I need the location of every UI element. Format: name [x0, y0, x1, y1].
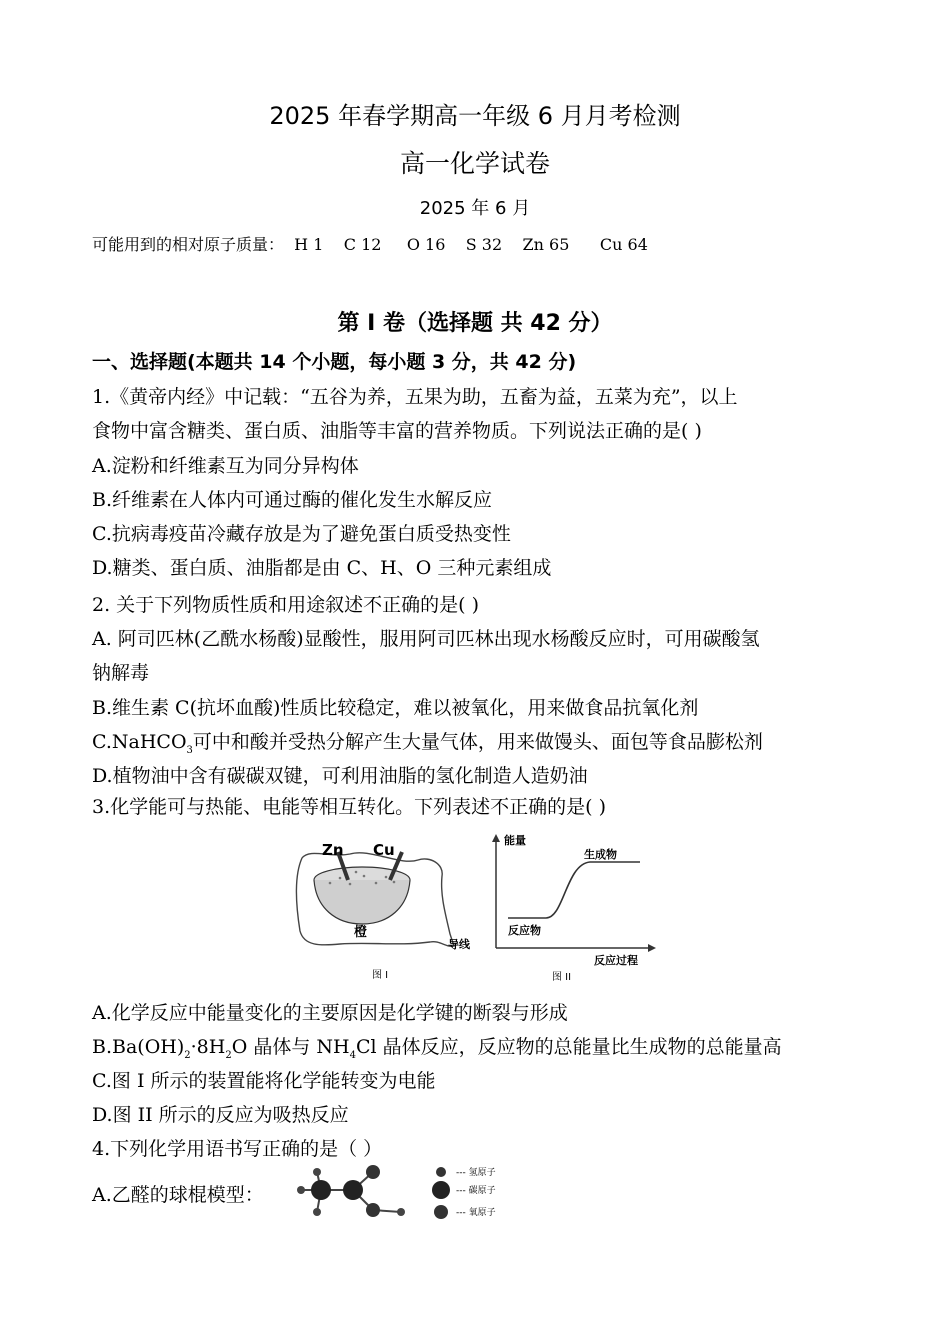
figure-2-caption: 图 II — [552, 972, 572, 983]
q3-option-d: D.图 II 所示的反应为吸热反应 — [92, 1104, 349, 1126]
legend-oxygen: 氧原子 — [468, 1208, 496, 1218]
atom-legend — [428, 1160, 538, 1222]
q1-option-b: B.纤维素在人体内可通过酶的催化发生水解反应 — [92, 489, 493, 511]
q1-stem-line1: 1.《黄帝内经》中记载：“五谷为养，五果为助，五畜为益，五菜为充”，以上 — [92, 386, 738, 408]
exam-title: 2025 年春学期高一年级 6 月月考检测 — [269, 102, 681, 130]
svg-text:--- 碳原子: --- 碳原子 — [456, 1186, 496, 1196]
hydrogen-atom — [397, 1208, 405, 1216]
hydrogen-atom — [313, 1208, 321, 1216]
q2-option-b: B.维生素 C(抗坏血酸)性质比较稳定，难以被氧化，用来做食品抗氧化剂 — [92, 697, 699, 719]
q1-stem-line2: 食物中富含糖类、蛋白质、油脂等丰富的营养物质。下列说法正确的是( ) — [92, 420, 702, 442]
acetaldehyde-ball-stick-model — [285, 1160, 415, 1220]
q2-option-a-line2: 钠解毒 — [92, 662, 150, 684]
legend-carbon: 碳原子 — [468, 1186, 496, 1196]
hydrogen-legend-icon — [436, 1167, 446, 1177]
q2-option-d: D.植物油中含有碳碳双键，可利用油脂的氢化制造人造奶油 — [92, 765, 588, 787]
q3-stem: 3.化学能可与热能、电能等相互转化。下列表述不正确的是( ) — [92, 796, 606, 818]
reactant-label: 反应物 — [508, 924, 541, 937]
q4-stem: 4.下列化学用语书写正确的是（ ） — [92, 1138, 383, 1160]
part-title: 一、选择题(本题共 14 个小题，每小题 3 分，共 42 分) — [92, 351, 577, 373]
carbon-atom-1 — [311, 1180, 331, 1200]
hydrogen-atom — [313, 1168, 321, 1176]
oxygen-atom-2 — [366, 1203, 380, 1217]
x-axis-arrow — [648, 944, 656, 952]
wire-label: 导线 — [448, 938, 470, 951]
legend-hydrogen: 氢原子 — [468, 1168, 496, 1178]
zn-label: Zn — [322, 841, 344, 859]
cu-label: Cu — [373, 841, 395, 859]
q3-option-a: A.化学反应中能量变化的主要原因是化学键的断裂与形成 — [92, 1002, 568, 1024]
oxygen-atom — [366, 1165, 380, 1179]
y-axis-label: 能量 — [504, 834, 526, 847]
svg-text:--- 氧原子: --- 氧原子 — [456, 1208, 496, 1218]
oxygen-legend-icon — [434, 1205, 448, 1219]
svg-text:--- 氢原子: --- 氢原子 — [456, 1168, 496, 1178]
q3-option-b: $B.Ba(OH)_2\cdot 8H_2O$ 晶体与 $NH_4Cl$ 晶体反应，反应物的总能量比生成物的总能量高 — [92, 1036, 782, 1061]
carbon-atom-2 — [343, 1180, 363, 1200]
q2-option-c: C.NaHCO$_3$可中和酸并受热分解产生大量气体，用来做馒头、面包等食品膨松剂 — [92, 731, 763, 756]
exam-subtitle: 高一化学试卷 — [399, 149, 550, 178]
q1-option-c: C.抗病毒疫苗冷藏存放是为了避免蛋白质受热变性 — [92, 523, 511, 545]
energy-curve — [508, 862, 640, 918]
q1-option-d: D.糖类、蛋白质、油脂都是由 C、H、O 三种元素组成 — [92, 557, 552, 579]
orange-body — [314, 880, 410, 924]
figure-1-orange-battery — [290, 836, 480, 986]
figure-1-caption: 图 I — [372, 970, 389, 981]
carbon-legend-icon — [432, 1181, 450, 1199]
exam-date: 2025 年 6 月 — [419, 198, 531, 219]
figure-2-energy-profile — [490, 830, 660, 986]
q4-option-a: A.乙醛的球棍模型： — [92, 1184, 264, 1206]
q3-option-c: C.图 I 所示的装置能将化学能转变为电能 — [92, 1070, 436, 1092]
y-axis-arrow — [492, 834, 500, 842]
q2-stem: 2. 关于下列物质性质和用途叙述不正确的是( ) — [92, 594, 480, 616]
q1-option-a: A.淀粉和纤维素互为同分异构体 — [92, 455, 359, 477]
orange-label: 橙 — [354, 925, 368, 940]
q2-option-a-line1: A. 阿司匹林(乙酰水杨酸)显酸性，服用阿司匹林出现水杨酸反应时，可用碳酸氢 — [92, 628, 760, 650]
section-title: 第 I 卷（选择题 共 42 分） — [337, 311, 613, 336]
atomic-masses: 可能用到的相对原子质量： H 1 C 12 O 16 S 32 Zn 65 Cu 64 — [92, 235, 648, 254]
x-axis-label: 反应过程 — [594, 954, 638, 967]
hydrogen-atom — [297, 1186, 305, 1194]
product-label: 生成物 — [584, 848, 617, 861]
